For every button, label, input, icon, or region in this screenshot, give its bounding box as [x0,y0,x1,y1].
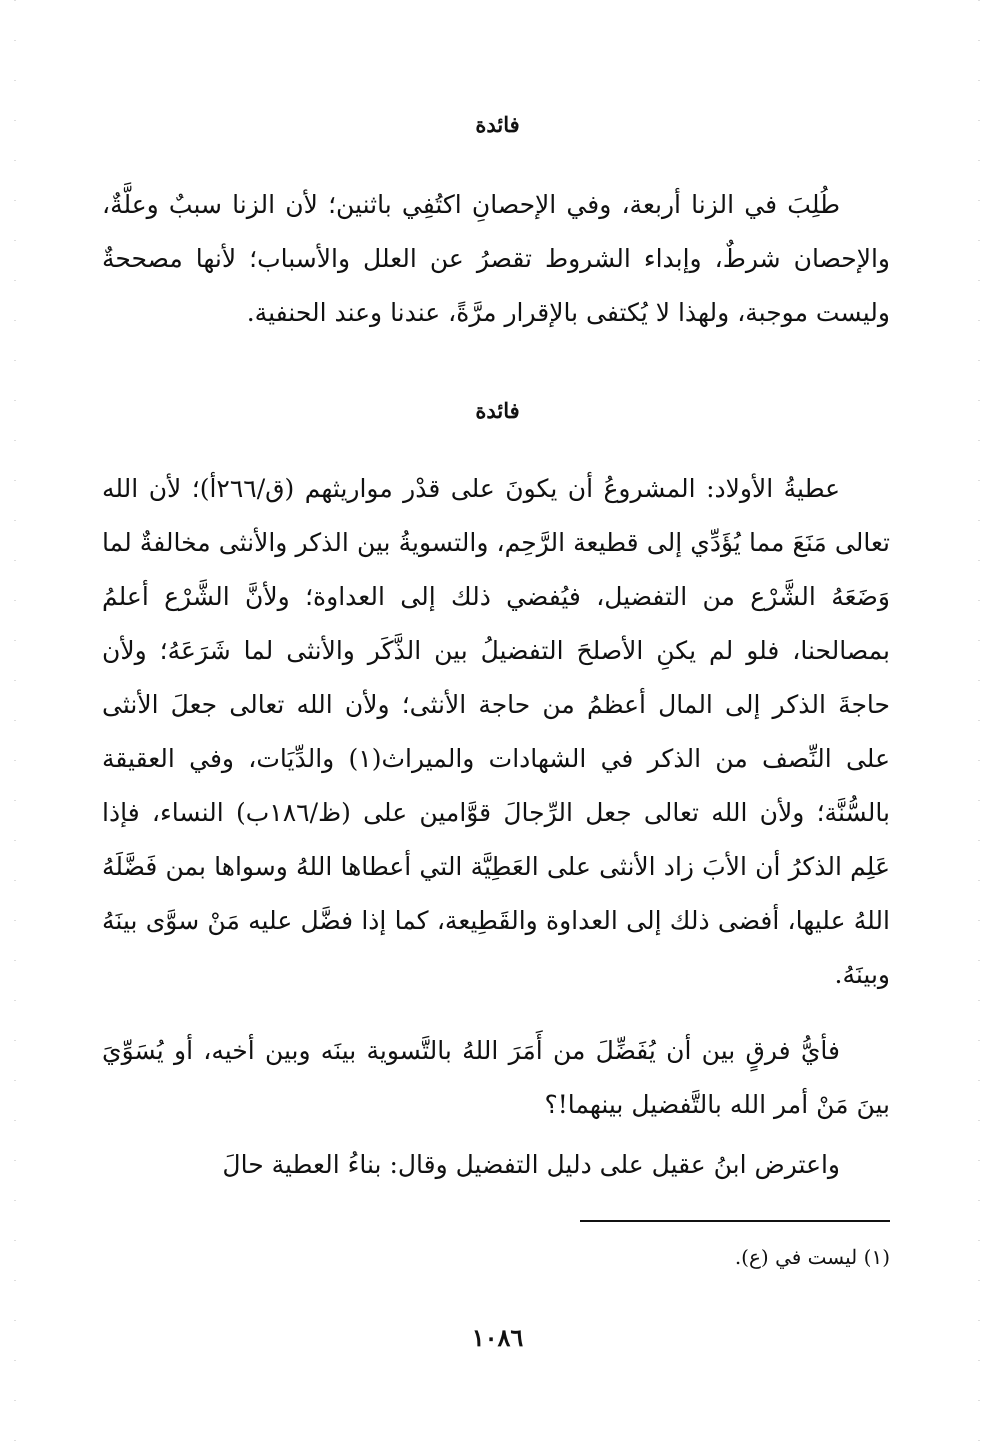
paragraph-ibn-aqil [102,1138,890,1192]
paragraph-difference-text: فأيُّ فرقٍ بين أن يُفَضِّلَ من أَمَرَ اللهُ بالتَّسوية بينَه وبين أخيه، أو يُسَوِّيَ بينَ مَنْ أمر الله بالتَّفضيل بينهما!؟ [102,1036,890,1119]
section-heading-2: فائدة [475,398,520,423]
footnote-separator [580,1220,890,1222]
page-number: ١٠٨٦ [471,1323,524,1352]
paragraph-awlad-gift-text: عطيةُ الأولاد: المشروعُ أن يكونَ على قدْر مواريثهم (ق/٢٦٦أ)؛ لأن الله تعالى مَنَعَ مما يُؤَدِّي إلى قطيعة الرَّحِم، والتسويةُ بين الذكر والأنثى مخالفةٌ لما وَضَعَهُ الشَّرْع من التفضيل، فيُفضي ذلك إلى العداوة؛ ولأنَّ الشَّرْع أعلمُ بمصالحنا، فلو لم يكنِ الأصلحَ التفضيلُ بين الذَّكَر والأنثى لما شَرَعَهُ؛ ولأن حاجةَ الذكر إلى المال أعظمُ من حاجة الأنثى؛ ولأن الله تعالى جعلَ الأنثى على النِّصف من الذكر في الشهادات والميراث(١) والدِّيَات، وفي العقيقة بالسُّنَّة؛ ولأن الله تعالى جعل الرِّجالَ قوَّامين على (ظ/١٨٦ب) النساء، فإذا عَلِم الذكرُ أن الأبَ زاد الأنثى على العَطِيَّة التي أعطاها اللهُ وسواها بمن فَضَّلَهُ اللهُ عليها، أفضى ذلك إلى العداوة والقَطِيعة، كما إذا فضَّل عليه مَنْ سوَّى بينَهُ وبينَهُ. [102,474,890,989]
paragraph-zina [102,178,890,340]
scan-border-right [978,0,980,1447]
paragraph-difference [102,1024,890,1132]
paragraph-awlad-gift [102,462,890,1002]
paragraph-ibn-aqil-text: واعترض ابنُ عقيل على دليل التفضيل وقال: بناءُ العطية حالَ [222,1150,840,1179]
footnote: (١) ليست في (ع). [734,1245,890,1269]
paragraph-zina-text: طُلِبَ في الزنا أربعة، وفي الإحصانِ اكتُفِي باثنين؛ لأن الزنا سببٌ وعلَّةٌ، والإحصان شرطٌ، وإبداء الشروط تقصرُ عن العلل والأسباب؛ لأنها مصححةٌ وليست موجبة، ولهذا لا يُكتفى بالإقرار مرَّةً، عندنا وعند الحنفية. [102,190,890,327]
scan-border-left [14,0,16,1447]
section-heading-1: فائدة [475,112,520,137]
